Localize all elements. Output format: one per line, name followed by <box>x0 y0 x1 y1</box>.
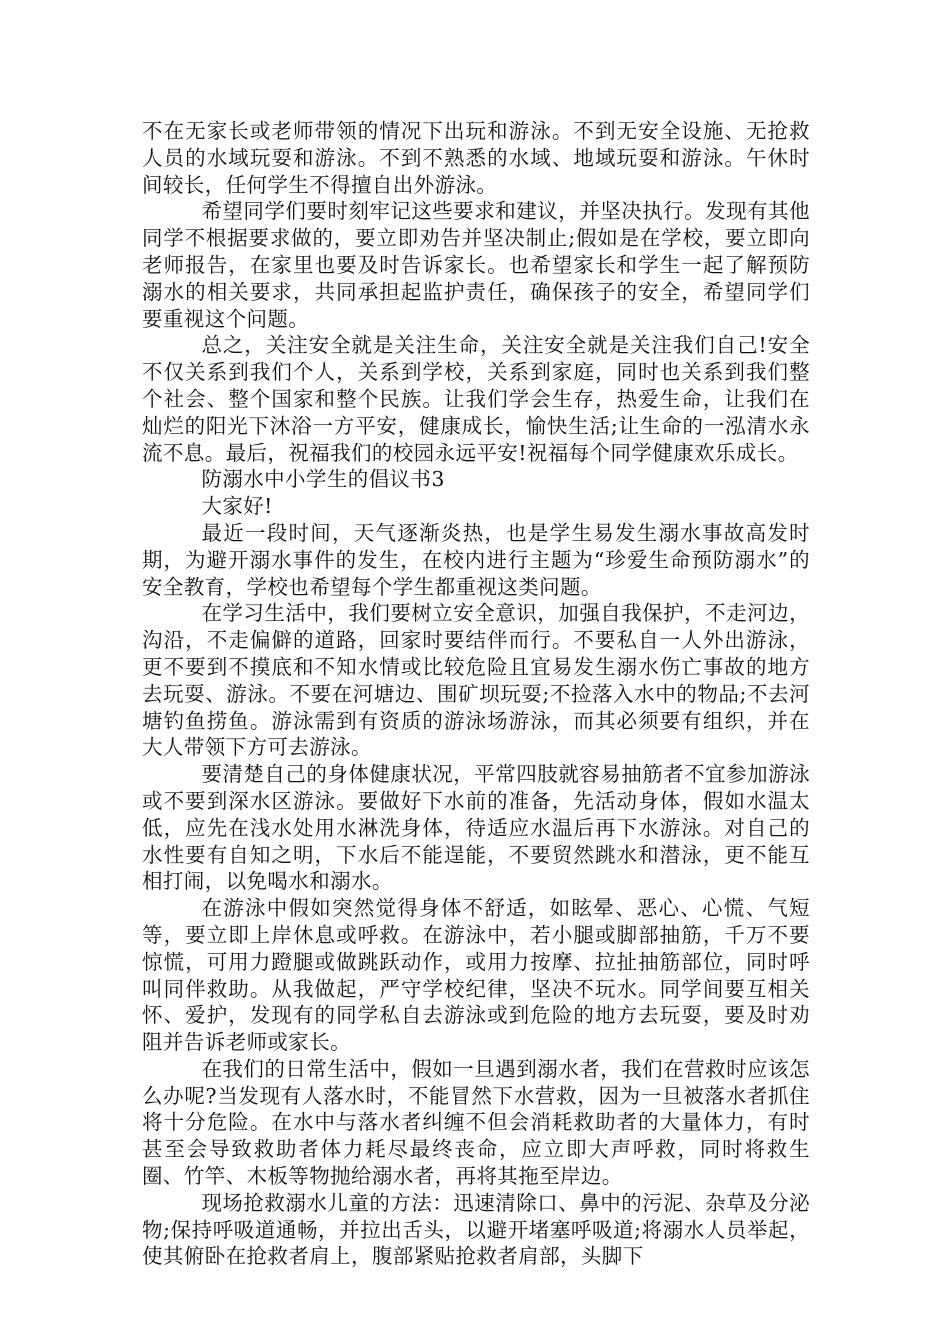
greeting: 大家好! <box>201 494 273 519</box>
paragraph-rescue-guidance: 在我们的日常生活中，假如一旦遇到溺水者，我们在营救时应该怎么办呢?当发现有人落水时，不能冒然下水营救，因为一旦被落水者抓住将十分危险。在水中与落水者纠缠不但会消耗救助者的大量体力，有时甚至会导致救助者体力耗尽最终丧命，应立即大声呼救，同时将救生圈、竹竿、木板等物抛给溺水者，再将其拖至岸边。 <box>142 1056 810 1189</box>
paragraph-conclusion: 总之，关注安全就是关注生命，关注安全就是关注我们自己!安全不仅关系到我们个人，关系到学校，关系到家庭，同时也关系到我们整个社会、整个国家和整个民族。让我们学会生存，热爱生命，让我们在灿烂的阳光下沐浴一方平安，健康成长，愉快生活;让生命的一泓清水永流不息。最后，祝福我们的校园永远平安!祝福每个同学健康欢乐成长。 <box>142 333 810 465</box>
paragraph-health-status: 要清楚自己的身体健康状况，平常四肢就容易抽筋者不宜参加游泳或不要到深水区游泳。要做好下水前的准备，先活动身体，假如水温太低，应先在浅水处用水淋洗身体，待适应水温后再下水游泳。对自己的水性要有自知之明，下水后不能逞能，不要贸然跳水和潜泳，更不能互相打闹，以免喝水和溺水。 <box>142 762 810 894</box>
paragraph-rules-continued: 不在无家长或老师带领的情况下出玩和游泳。不到无安全设施、无抢救人员的水域玩耍和游泳。不到不熟悉的水域、地域玩耍和游泳。午休时间较长，任何学生不得擅自出外游泳。 <box>142 119 810 197</box>
paragraph-safety-awareness: 在学习生活中，我们要树立安全意识，加强自我保护，不走河边，沟沿，不走偏僻的道路，回家时要结伴而行。不要私自一人外出游泳，更不要到不摸底和不知水情或比较危险且宜易发生溺水伤亡事故的地方去玩耍、游泳。不要在河塘边、围矿坝玩耍;不捡落入水中的物品;不去河塘钓鱼捞鱼。游泳需到有资质的游泳场游泳，而其必须要有组织，并在大人带领下方可去游泳。 <box>142 601 810 760</box>
paragraph-swimming-discomfort: 在游泳中假如突然觉得身体不舒适，如眩晕、恶心、心慌、气短等，要立即上岸休息或呼救。在游泳中，若小腿或脚部抽筋，千万不要惊慌，可用力蹬腿或做跳跃动作，或用力按摩、拉扯抽筋部位，同时呼叫同伴救助。从我做起，严守学校纪律，坚决不玩水。同学间要互相关怀、爱护，发现有的同学私自去游泳或到危险的地方去玩耍，要及时劝阻并告诉老师或家长。 <box>142 896 810 1055</box>
paragraph-first-aid-method: 现场抢救溺水儿童的方法：迅速清除口、鼻中的污泥、杂草及分泌物;保持呼吸道通畅，并拉出舌头，以避开堵塞呼吸道;将溺水人员举起，使其俯卧在抢救者肩上，腹部紧贴抢救者肩部，头脚下 <box>142 1190 810 1269</box>
document-body <box>142 118 810 1270</box>
paragraph-hope-students: 希望同学们要时刻牢记这些要求和建议，并坚决执行。发现有其他同学不根据要求做的，要立即劝告并坚决制止;假如是在学校，要立即向老师报告，在家里也要及时告诉家长。也希望家长和学生一起了解预防溺水的相关要求，共同承担起监护责任，确保孩子的安全，希望同学们要重视这个问题。 <box>142 199 810 331</box>
section-title: 防溺水中小学生的倡议书3 <box>201 467 445 492</box>
paragraph-recent-weather: 最近一段时间，天气逐渐炎热，也是学生易发生溺水事故高发时期，为避开溺水事件的发生，在校内进行主题为“珍爱生命预防溺水”的安全教育，学校也希望每个学生都重视这类问题。 <box>142 520 810 599</box>
